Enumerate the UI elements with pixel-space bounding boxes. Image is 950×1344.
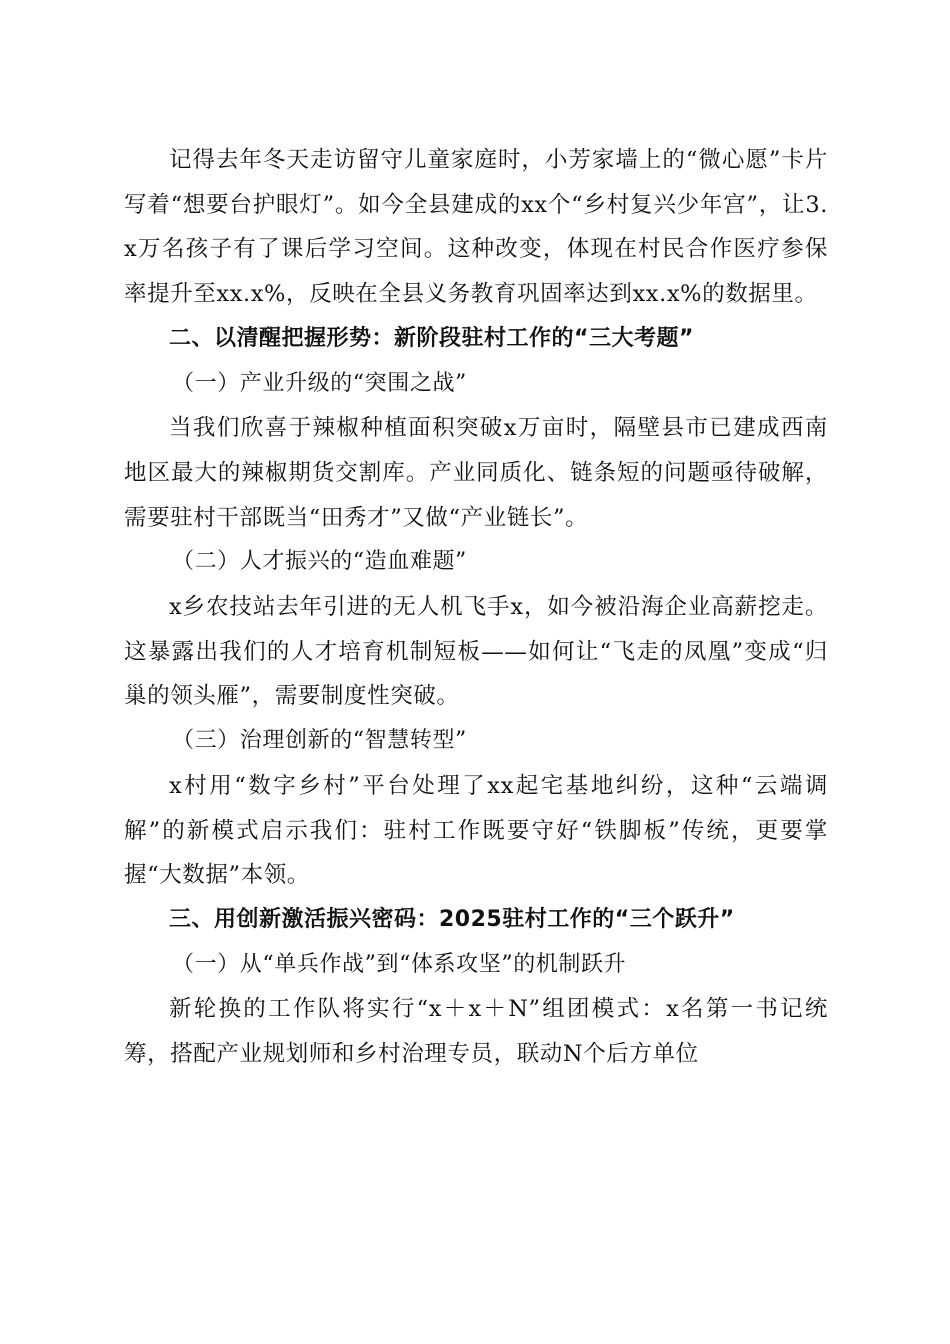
subheading-industry-upgrade: （一）产业升级的“突围之战” <box>172 370 467 396</box>
paragraph-chili-industry: 当我们欣喜于辣椒种植面积突破x万亩时，隔壁县市已建成西南地区最大的辣椒期货交割库。产业同质化、链条短的问题亟待破解，需要驻村干部既当“田秀才”又做“产业链长”。 <box>124 415 828 531</box>
document-body <box>124 138 828 1077</box>
paragraph-drone-pilot: x乡农技站去年引进的无人机飞手x，如今被沿海企业高薪挖走。这暴露出我们的人才培育机制短板——如何让“飞走的凤凰”变成“归巢的领头雁”，需要制度性突破。 <box>124 594 828 710</box>
paragraph-team-model: 新轮换的工作队将实行“x＋x＋N”组团模式：x名第一书记统筹，搭配产业规划师和乡村治理专员，联动N个后方单位 <box>124 996 828 1068</box>
paragraph-digital-village: x村用“数字乡村”平台处理了xx起宅基地纠纷，这种“云端调解”的新模式启示我们：驻村工作既要守好“铁脚板”传统，更要掌握“大数据”本领。 <box>124 772 828 889</box>
paragraph-family-visit: 记得去年冬天走访留守儿童家庭时，小芳家墙上的“微心愿”卡片写着“想要台护眼灯”。如今全县建成的xx个“乡村复兴少年宫”，让3.x万名孩子有了课后学习空间。这种改变，体现在村民合作医疗参保率提升至xx.x%，反映在全县义务教育巩固率达到xx.x%的数据里。 <box>124 147 828 308</box>
subheading-governance-innovation: （三）治理创新的“智慧转型” <box>172 728 467 754</box>
subheading-talent-revitalization: （二）人才振兴的“造血难题” <box>172 549 467 575</box>
section-heading-3: 三、用创新激活振兴密码：2025驻村工作的“三个跃升” <box>169 906 735 932</box>
section-heading-2: 二、以清醒把握形势：新阶段驻村工作的“三大考题” <box>169 325 694 351</box>
subheading-mechanism-leap: （一）从“单兵作战”到“体系攻坚”的机制跃升 <box>172 951 627 977</box>
